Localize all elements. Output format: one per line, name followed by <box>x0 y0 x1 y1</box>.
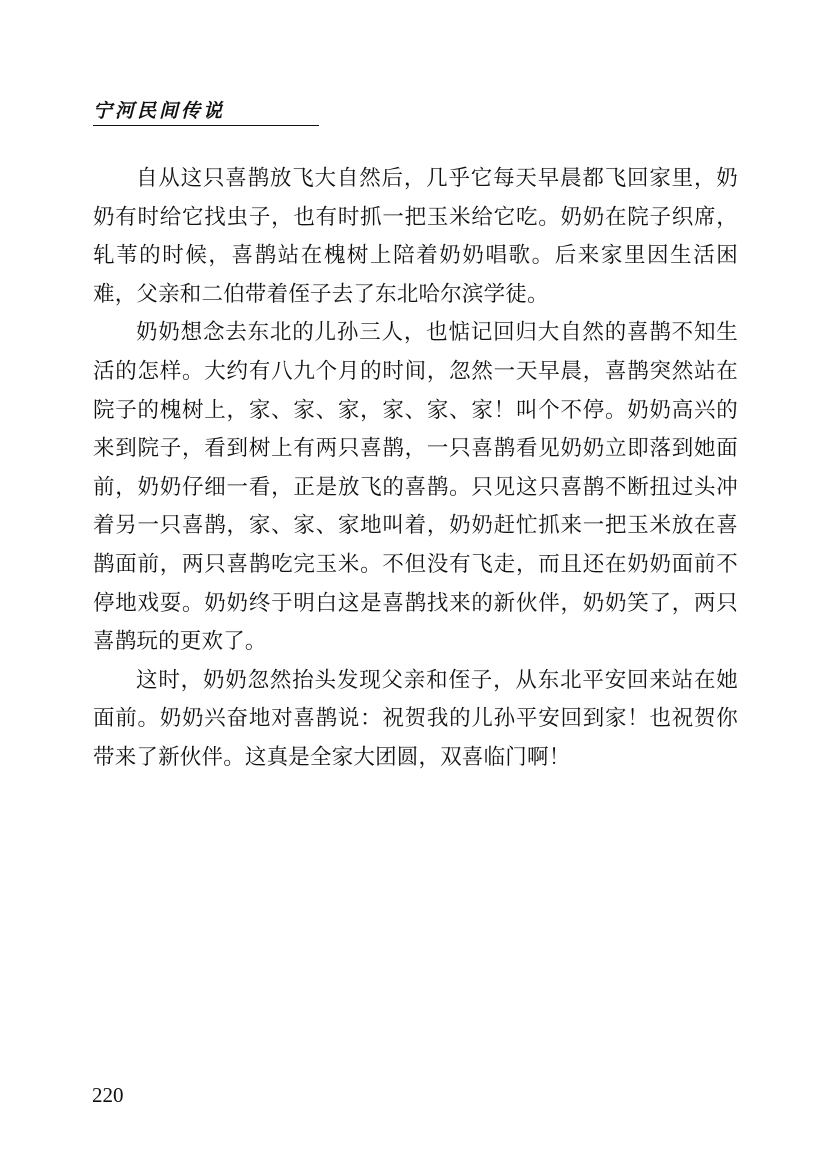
paragraph: 奶奶想念去东北的儿孙三人，也惦记回归大自然的喜鹊不知生活的怎样。大约有八九个月的时间，忽然一天早晨，喜鹊突然站在院子的槐树上，家、家、家，家、家、家！叫个不停。奶奶高兴的来到院子，看到树上有两只喜鹊，一只喜鹊看见奶奶立即落到她面前，奶奶仔细一看，正是放飞的喜鹊。只见这只喜鹊不断扭过头冲着另一只喜鹊，家、家、家地叫着，奶奶赶忙抓来一把玉米放在喜鹊面前，两只喜鹊吃完玉米。不但没有飞走，而且还在奶奶面前不停地戏耍。奶奶终于明白这是喜鹊找来的新伙伴，奶奶笑了，两只喜鹊玩的更欢了。 <box>93 320 738 655</box>
page-number: 220 <box>92 1083 124 1107</box>
paragraph: 自从这只喜鹊放飞大自然后，几乎它每天早晨都飞回家里，奶奶有时给它找虫子，也有时抓一把玉米给它吃。奶奶在院子织席，轧苇的时候，喜鹊站在槐树上陪着奶奶唱歌。后来家里因生活困难，父亲和二伯带着侄子去了东北哈尔滨学徒。 <box>93 166 738 307</box>
book-title: 宁河民间传说 <box>93 100 226 122</box>
body-text <box>93 160 738 778</box>
running-header <box>93 100 319 126</box>
paragraph: 这时，奶奶忽然抬头发现父亲和侄子，从东北平安回来站在她面前。奶奶兴奋地对喜鹊说：祝贺我的儿孙平安回到家！也祝贺你带来了新伙伴。这真是全家大团圆，双喜临门啊！ <box>93 667 738 770</box>
